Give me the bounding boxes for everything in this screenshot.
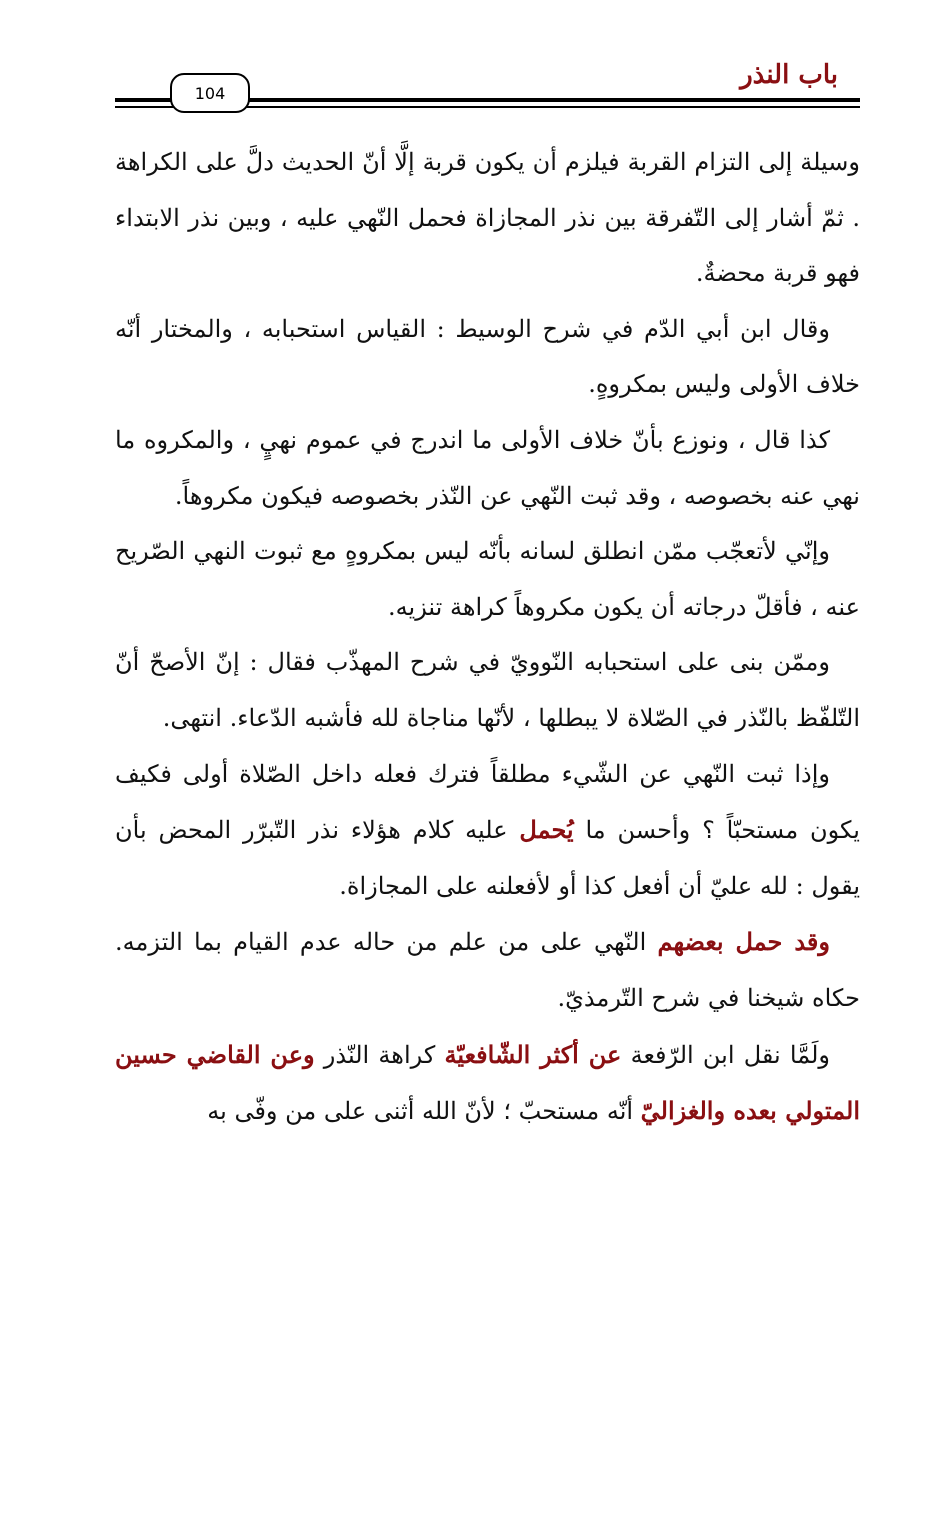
text-run: أنّه مستحبّ ؛ لأنّ الله أثنى على من وفّى به bbox=[207, 1097, 641, 1126]
chapter-title: باب النذر bbox=[740, 60, 838, 90]
paragraph bbox=[115, 914, 860, 1026]
page-number: 104 bbox=[194, 83, 226, 103]
highlighted-text: عن أكثر الشّافعيّة bbox=[444, 1039, 622, 1069]
paragraph bbox=[115, 747, 860, 915]
paragraph bbox=[115, 302, 860, 413]
paragraph bbox=[115, 413, 860, 524]
paragraph bbox=[115, 135, 860, 302]
page-number-box bbox=[170, 73, 250, 113]
paragraph bbox=[115, 524, 860, 635]
text-run: عليه كلام هؤلاء نذر التّبرّر المحض بأن يقول : لله عليّ أن أفعل كذا أو لأفعلنه على المجازاة. bbox=[115, 816, 860, 900]
text-run: وسيلة إلى التزام القربة فيلزم أن يكون قربة إلَّا أنّ الحديث دلَّ على الكراهة . ثمّ أشار إلى التّفرقة بين نذر المجازاة فحمل النّهي عليه ، وبين نذر الابتداء فهو قربة محضةٌ. bbox=[115, 148, 860, 288]
highlighted-text: يُحمل bbox=[519, 815, 574, 845]
highlighted-text: وعن القاضي حسين المتولي بعده والغزاليّ bbox=[115, 1039, 860, 1126]
text-run: كذا قال ، ونوزع بأنّ خلاف الأولى ما اندرج في عموم نهيٍ ، والمكروه ما نهي عنه بخصوصه ، وقد ثبت النّهي عن النّذر بخصوصه فيكون مكروهاً. bbox=[115, 425, 860, 510]
paragraph bbox=[115, 1027, 860, 1140]
text-run: ولَمَّا نقل ابن الرّفعة bbox=[621, 1040, 831, 1069]
text-run: وقال ابن أبي الدّم في شرح الوسيط : القياس استحبابه ، والمختار أنّه خلاف الأولى وليس بمكروهٍ. bbox=[115, 314, 860, 399]
paragraph bbox=[115, 635, 860, 746]
text-run: وممّن بنى على استحبابه النّوويّ في شرح المهذّب فقال : إنّ الأصحّ أنّ التّلفّظ بالنّذر في الصّلاة لا يبطلها ، لأنّها مناجاة لله فأشبه الدّعاء. انتهى. bbox=[115, 648, 860, 732]
highlighted-text: وقد حمل بعضهم bbox=[657, 927, 830, 957]
text-run: كراهة النّذر bbox=[314, 1040, 445, 1069]
page-header bbox=[115, 56, 860, 122]
text-run: وإنّي لأتعجّب ممّن انطلق لسانه بأنّه ليس بمكروهٍ مع ثبوت النهي الصّريح عنه ، فأقلّ درجاته أن يكون مكروهاً كراهة تنزيه. bbox=[115, 537, 860, 621]
text-run: النّهي على من علم من حاله عدم القيام بما التزمه. حكاه شيخنا في شرح التّرمذيّ. bbox=[115, 928, 860, 1012]
text-run: وإذا ثبت النّهي عن الشّيء مطلقاً فترك فعله داخل الصّلاة أولى فكيف يكون مستحبّاً ؟ وأحسن ما bbox=[115, 759, 860, 845]
body-text bbox=[115, 135, 860, 1140]
